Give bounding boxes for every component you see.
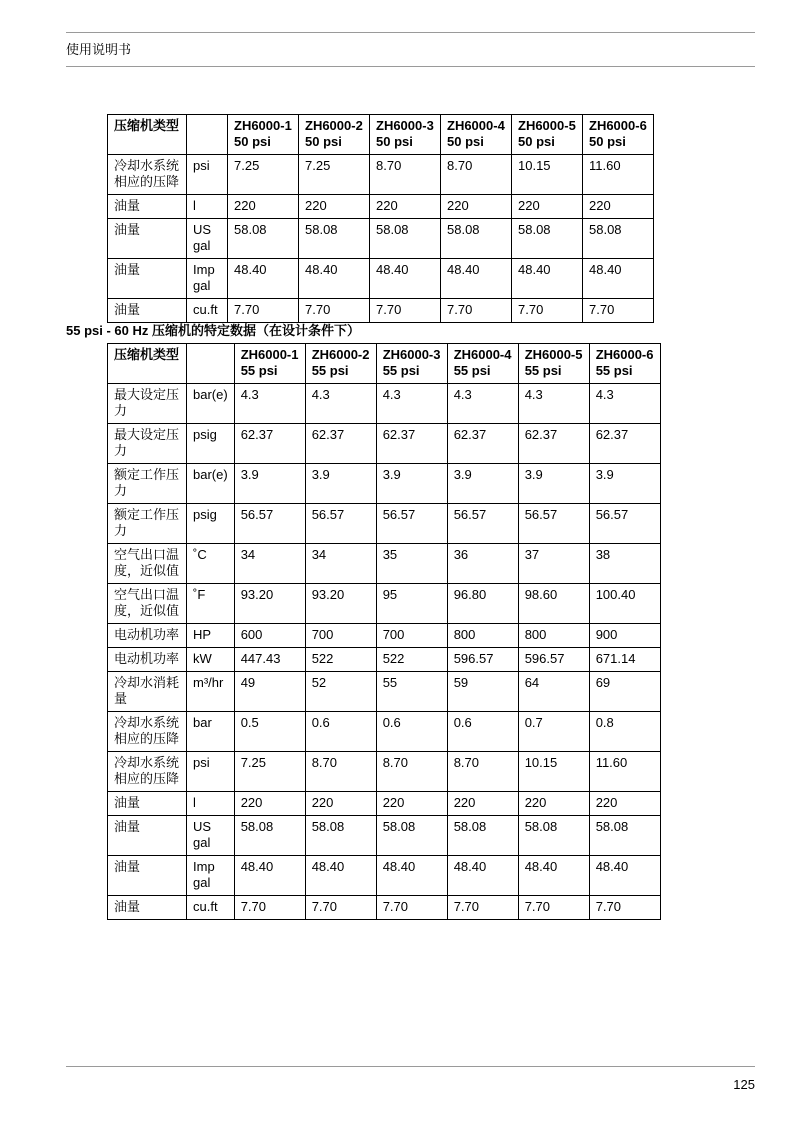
value-cell: 56.57 (589, 504, 660, 544)
spec-table-50psi (107, 114, 654, 323)
unit-cell: l (187, 792, 235, 816)
unit-cell: ˚F (187, 584, 235, 624)
value-cell: 55 (376, 672, 447, 712)
table-row (108, 299, 654, 323)
parameter-cell: 电动机功率 (108, 624, 187, 648)
value-cell: 56.57 (518, 504, 589, 544)
column-header-model: ZH6000-2 55 psi (305, 344, 376, 384)
parameter-cell: 空气出口温 度，近似值 (108, 584, 187, 624)
value-cell: 36 (447, 544, 518, 584)
value-cell: 48.40 (370, 259, 441, 299)
value-cell: 0.6 (447, 712, 518, 752)
value-cell: 3.9 (447, 464, 518, 504)
value-cell: 700 (376, 624, 447, 648)
value-cell: 98.60 (518, 584, 589, 624)
value-cell: 48.40 (583, 259, 654, 299)
table-row (108, 464, 661, 504)
parameter-cell: 最大设定压 力 (108, 424, 187, 464)
value-cell: 7.70 (228, 299, 299, 323)
table-row (108, 384, 661, 424)
value-cell: 522 (305, 648, 376, 672)
table-row (108, 259, 654, 299)
value-cell: 48.40 (228, 259, 299, 299)
value-cell: 7.70 (370, 299, 441, 323)
value-cell: 7.70 (589, 896, 660, 920)
value-cell: 8.70 (376, 752, 447, 792)
value-cell: 522 (376, 648, 447, 672)
value-cell: 11.60 (589, 752, 660, 792)
value-cell: 7.70 (441, 299, 512, 323)
table-row (108, 544, 661, 584)
document-title: 使用说明书 (66, 42, 132, 57)
value-cell: 58.08 (589, 816, 660, 856)
value-cell: 4.3 (305, 384, 376, 424)
unit-cell: HP (187, 624, 235, 648)
value-cell: 7.25 (228, 155, 299, 195)
value-cell: 220 (512, 195, 583, 219)
parameter-cell: 冷却水系统 相应的压降 (108, 155, 187, 195)
table-row (108, 816, 661, 856)
value-cell: 58.08 (234, 816, 305, 856)
column-header-model: ZH6000-6 50 psi (583, 115, 654, 155)
value-cell: 3.9 (589, 464, 660, 504)
table-row (108, 155, 654, 195)
unit-cell: psi (187, 752, 235, 792)
unit-cell: US gal (187, 816, 235, 856)
column-header-unit (187, 115, 228, 155)
value-cell: 0.7 (518, 712, 589, 752)
parameter-cell: 油量 (108, 259, 187, 299)
value-cell: 900 (589, 624, 660, 648)
value-cell: 62.37 (305, 424, 376, 464)
table-row (108, 792, 661, 816)
value-cell: 8.70 (447, 752, 518, 792)
value-cell: 7.70 (305, 896, 376, 920)
parameter-cell: 油量 (108, 195, 187, 219)
value-cell: 0.6 (376, 712, 447, 752)
unit-cell: bar(e) (187, 464, 235, 504)
value-cell: 800 (518, 624, 589, 648)
table-header-row (108, 115, 654, 155)
value-cell: 7.70 (583, 299, 654, 323)
value-cell: 3.9 (376, 464, 447, 504)
value-cell: 62.37 (234, 424, 305, 464)
column-header-model: ZH6000-1 50 psi (228, 115, 299, 155)
value-cell: 8.70 (370, 155, 441, 195)
column-header-model: ZH6000-5 55 psi (518, 344, 589, 384)
value-cell: 10.15 (518, 752, 589, 792)
parameter-cell: 油量 (108, 896, 187, 920)
value-cell: 58.08 (441, 219, 512, 259)
column-header-model: ZH6000-1 55 psi (234, 344, 305, 384)
table-row (108, 896, 661, 920)
value-cell: 220 (370, 195, 441, 219)
parameter-cell: 油量 (108, 816, 187, 856)
value-cell: 0.6 (305, 712, 376, 752)
unit-cell: l (187, 195, 228, 219)
value-cell: 48.40 (512, 259, 583, 299)
value-cell: 93.20 (234, 584, 305, 624)
spec-table-55psi-60hz (107, 343, 661, 920)
value-cell: 58.08 (370, 219, 441, 259)
value-cell: 596.57 (447, 648, 518, 672)
value-cell: 220 (299, 195, 370, 219)
column-header-model: ZH6000-4 50 psi (441, 115, 512, 155)
value-cell: 671.14 (589, 648, 660, 672)
table-row (108, 195, 654, 219)
column-header-model: ZH6000-3 55 psi (376, 344, 447, 384)
value-cell: 3.9 (305, 464, 376, 504)
value-cell: 100.40 (589, 584, 660, 624)
column-header-type: 压缩机类型 (108, 115, 187, 155)
value-cell: 56.57 (305, 504, 376, 544)
parameter-cell: 冷却水系统 相应的压降 (108, 712, 187, 752)
table-row (108, 504, 661, 544)
value-cell: 3.9 (518, 464, 589, 504)
value-cell: 48.40 (299, 259, 370, 299)
unit-cell: m³/hr (187, 672, 235, 712)
value-cell: 49 (234, 672, 305, 712)
value-cell: 38 (589, 544, 660, 584)
unit-cell: bar (187, 712, 235, 752)
column-header-unit (187, 344, 235, 384)
table-row (108, 648, 661, 672)
column-header-model: ZH6000-6 55 psi (589, 344, 660, 384)
unit-cell: US gal (187, 219, 228, 259)
table-row (108, 752, 661, 792)
table-row (108, 219, 654, 259)
table-row (108, 424, 661, 464)
value-cell: 7.70 (518, 896, 589, 920)
parameter-cell: 油量 (108, 299, 187, 323)
column-header-model: ZH6000-4 55 psi (447, 344, 518, 384)
value-cell: 56.57 (234, 504, 305, 544)
value-cell: 7.70 (234, 896, 305, 920)
value-cell: 7.70 (299, 299, 370, 323)
value-cell: 447.43 (234, 648, 305, 672)
value-cell: 62.37 (376, 424, 447, 464)
column-header-model: ZH6000-2 50 psi (299, 115, 370, 155)
value-cell: 93.20 (305, 584, 376, 624)
unit-cell: psi (187, 155, 228, 195)
parameter-cell: 油量 (108, 219, 187, 259)
value-cell: 11.60 (583, 155, 654, 195)
unit-cell: psig (187, 504, 235, 544)
value-cell: 600 (234, 624, 305, 648)
value-cell: 58.08 (376, 816, 447, 856)
value-cell: 800 (447, 624, 518, 648)
unit-cell: cu.ft (187, 896, 235, 920)
value-cell: 48.40 (441, 259, 512, 299)
unit-cell: Imp gal (187, 259, 228, 299)
value-cell: 48.40 (447, 856, 518, 896)
value-cell: 220 (589, 792, 660, 816)
value-cell: 4.3 (447, 384, 518, 424)
value-cell: 220 (305, 792, 376, 816)
value-cell: 62.37 (589, 424, 660, 464)
value-cell: 96.80 (447, 584, 518, 624)
footer-rule (66, 1066, 755, 1067)
value-cell: 220 (376, 792, 447, 816)
value-cell: 3.9 (234, 464, 305, 504)
value-cell: 48.40 (305, 856, 376, 896)
value-cell: 7.25 (299, 155, 370, 195)
unit-cell: ˚C (187, 544, 235, 584)
header-rule-top (66, 32, 755, 33)
value-cell: 220 (234, 792, 305, 816)
unit-cell: psig (187, 424, 235, 464)
value-cell: 59 (447, 672, 518, 712)
value-cell: 48.40 (589, 856, 660, 896)
column-header-model: ZH6000-3 50 psi (370, 115, 441, 155)
value-cell: 220 (518, 792, 589, 816)
value-cell: 35 (376, 544, 447, 584)
value-cell: 58.08 (447, 816, 518, 856)
value-cell: 220 (583, 195, 654, 219)
page-number: 125 (733, 1077, 755, 1092)
table-row (108, 712, 661, 752)
value-cell: 220 (447, 792, 518, 816)
value-cell: 34 (234, 544, 305, 584)
unit-cell: bar(e) (187, 384, 235, 424)
parameter-cell: 额定工作压 力 (108, 504, 187, 544)
parameter-cell: 油量 (108, 856, 187, 896)
table-header-row (108, 344, 661, 384)
value-cell: 58.08 (228, 219, 299, 259)
value-cell: 48.40 (518, 856, 589, 896)
value-cell: 48.40 (376, 856, 447, 896)
value-cell: 62.37 (447, 424, 518, 464)
parameter-cell: 空气出口温 度，近似值 (108, 544, 187, 584)
parameter-cell: 油量 (108, 792, 187, 816)
table-row (108, 624, 661, 648)
section-title: 55 psi - 60 Hz 压缩机的特定数据（在设计条件下） (66, 323, 360, 338)
value-cell: 58.08 (518, 816, 589, 856)
value-cell: 58.08 (512, 219, 583, 259)
unit-cell: Imp gal (187, 856, 235, 896)
table-row (108, 856, 661, 896)
value-cell: 0.5 (234, 712, 305, 752)
value-cell: 69 (589, 672, 660, 712)
table-row (108, 584, 661, 624)
header-rule-bottom (66, 66, 755, 67)
column-header-type: 压缩机类型 (108, 344, 187, 384)
parameter-cell: 电动机功率 (108, 648, 187, 672)
value-cell: 4.3 (376, 384, 447, 424)
value-cell: 56.57 (376, 504, 447, 544)
value-cell: 10.15 (512, 155, 583, 195)
value-cell: 7.70 (512, 299, 583, 323)
parameter-cell: 额定工作压 力 (108, 464, 187, 504)
value-cell: 220 (228, 195, 299, 219)
value-cell: 8.70 (305, 752, 376, 792)
value-cell: 7.70 (447, 896, 518, 920)
value-cell: 58.08 (299, 219, 370, 259)
unit-cell: cu.ft (187, 299, 228, 323)
value-cell: 7.25 (234, 752, 305, 792)
unit-cell: kW (187, 648, 235, 672)
value-cell: 52 (305, 672, 376, 712)
value-cell: 37 (518, 544, 589, 584)
parameter-cell: 冷却水消耗 量 (108, 672, 187, 712)
value-cell: 48.40 (234, 856, 305, 896)
value-cell: 596.57 (518, 648, 589, 672)
value-cell: 64 (518, 672, 589, 712)
value-cell: 58.08 (583, 219, 654, 259)
column-header-model: ZH6000-5 50 psi (512, 115, 583, 155)
value-cell: 4.3 (518, 384, 589, 424)
table-row (108, 672, 661, 712)
value-cell: 4.3 (234, 384, 305, 424)
value-cell: 95 (376, 584, 447, 624)
value-cell: 700 (305, 624, 376, 648)
value-cell: 220 (441, 195, 512, 219)
parameter-cell: 冷却水系统 相应的压降 (108, 752, 187, 792)
parameter-cell: 最大设定压 力 (108, 384, 187, 424)
value-cell: 56.57 (447, 504, 518, 544)
value-cell: 34 (305, 544, 376, 584)
value-cell: 0.8 (589, 712, 660, 752)
value-cell: 58.08 (305, 816, 376, 856)
value-cell: 62.37 (518, 424, 589, 464)
value-cell: 8.70 (441, 155, 512, 195)
value-cell: 7.70 (376, 896, 447, 920)
value-cell: 4.3 (589, 384, 660, 424)
